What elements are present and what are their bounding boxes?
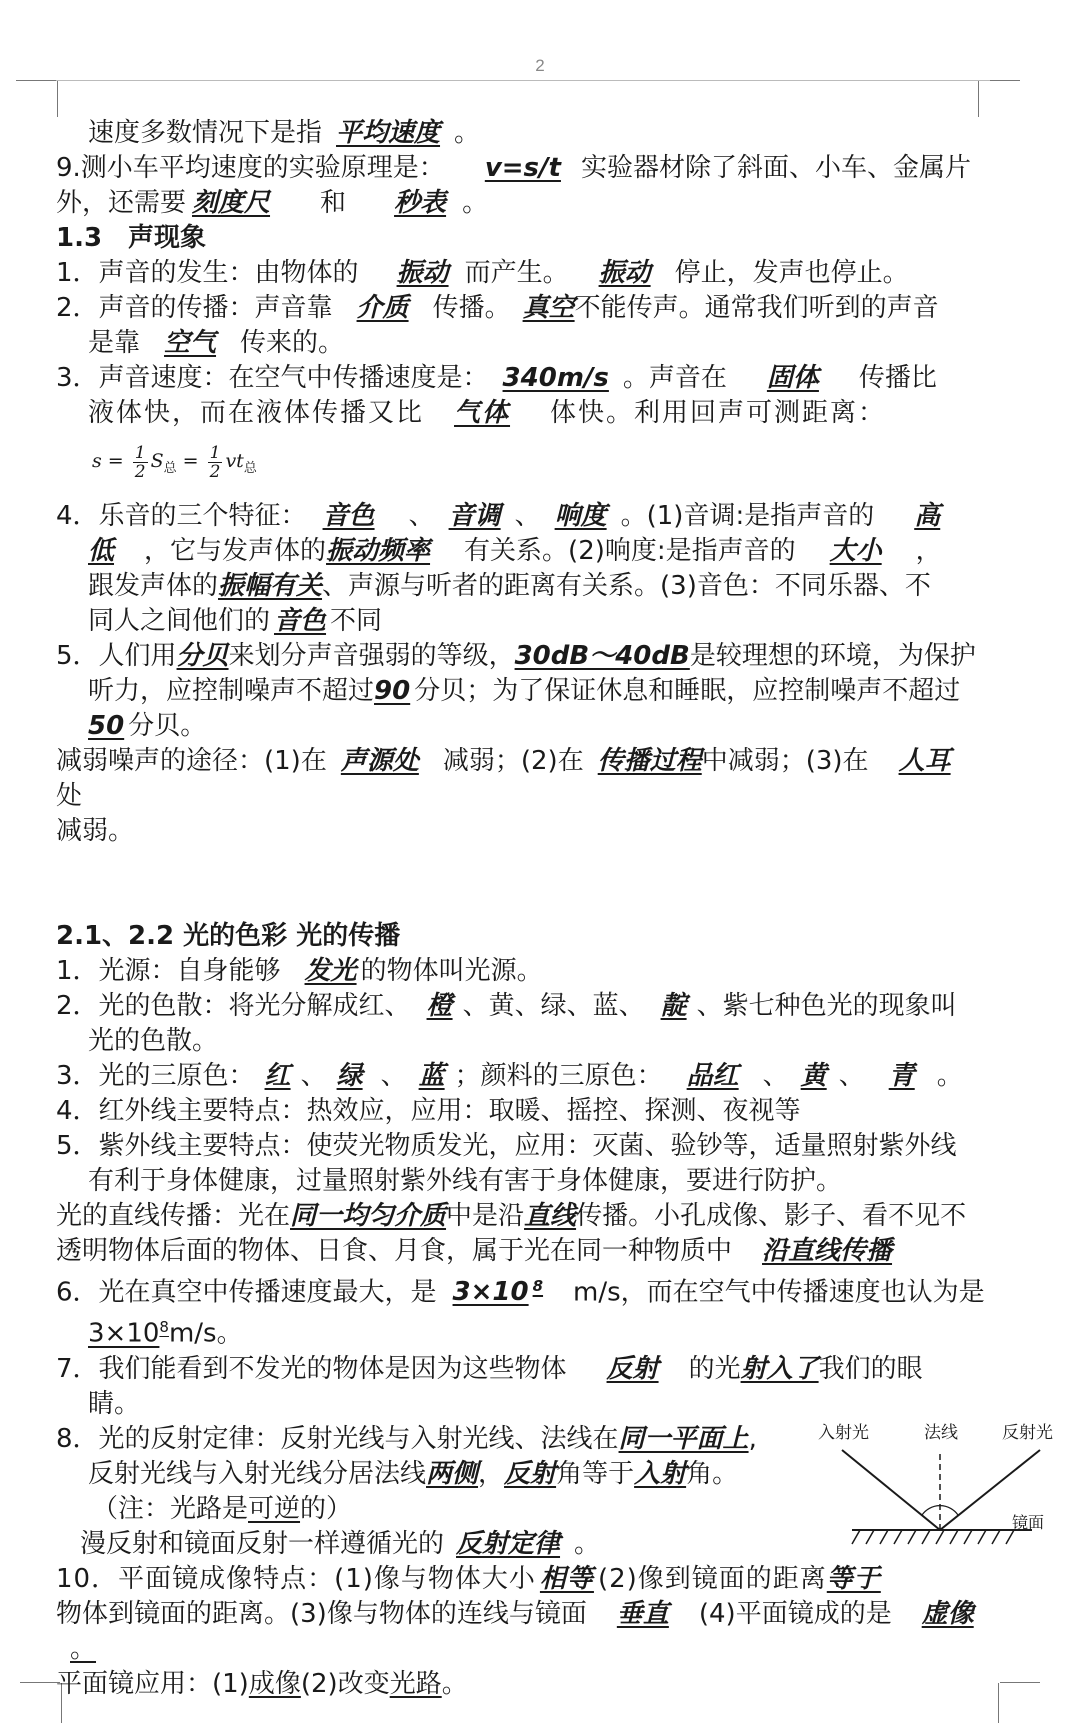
text-line: 平面镜应用：(1)成像(2)改变光路。: [56, 1669, 468, 1700]
text-line: 8．光的反射定律：反射光线与入射光线、法线在同一平面上,: [56, 1424, 757, 1455]
page-number: 2: [535, 56, 545, 75]
text-line: 光的直线传播：光在同一均匀介质中是沿直线传播。小孔成像、影子、看不见不: [56, 1200, 967, 1231]
text-line: （注：光路是可逆的）: [92, 1494, 353, 1525]
text-line: 漫反射和镜面反射一样遵循光的 反射定律 。: [80, 1529, 601, 1560]
text-line: 10．平面镜成像特点：(1)像与物体大小 相等 (2)像到镜面的距离等于: [56, 1564, 881, 1595]
text-line: 4．乐音的三个特征： 音色 、 音调 、 响度 。(1)音调:是指声音的 高: [56, 500, 941, 531]
text-line: 2．光的色散：将光分解成红、 橙 、黄、绿、蓝、 靛 、紫七种色光的现象叫: [56, 990, 957, 1021]
text-line: 减弱噪声的途径：(1)在 声源处 减弱；(2)在 传播过程中减弱；(3)在 人耳处: [56, 745, 951, 811]
text-line: 3．声音速度：在空气中传播速度是： 340m/s 。声音在 固体 传播比: [56, 363, 937, 393]
text-line: 速度多数情况下是指 平均速度 。: [88, 118, 481, 148]
text-line: 有利于身体健康，过量照射紫外线有害于身体健康，要进行防护。: [88, 1165, 843, 1196]
text-line: 。: [70, 1634, 97, 1665]
crop-mark-bottom-left: [20, 1682, 60, 1719]
text-line: 减弱。: [56, 815, 135, 846]
text-line: 液体快，而在液体传播又比 气体 体快。利用回声可测距离：: [88, 398, 887, 428]
reflection-diagram: [812, 1420, 1062, 1560]
incident-ray: [842, 1450, 940, 1530]
text-line: 低 ，它与发声体的振动频率 有关系。(2)响度:是指声音的 大小 ，: [88, 535, 942, 566]
normal-label: 法线: [924, 1423, 958, 1443]
text-line: 物体到镜面的距离。(3)像与物体的连线与镜面 垂直 (4)平面镜成的是 虚像: [56, 1599, 974, 1630]
text-line: 光的色散。: [88, 1025, 219, 1056]
text-line: 1．声音的发生：由物体的 振动 而产生。 振动 停止，发声也停止。: [56, 258, 909, 288]
mirror-hatching: [852, 1530, 1014, 1544]
incident-ray-label: 入射光: [818, 1423, 869, 1443]
text-line: 是靠 空气 传来的。: [88, 328, 345, 358]
mirror-label: 镜面: [1012, 1513, 1045, 1532]
crop-mark-top-right: [980, 80, 1020, 117]
text-line: 5．紫外线主要特点：使荧光物质发光，应用：灭菌、验钞等，适量照射紫外线: [56, 1130, 957, 1161]
section-heading: 2.1、2.2 光的色彩 光的传播: [56, 920, 401, 951]
text-line: 50 分贝。: [88, 710, 207, 741]
text-line: 7．我们能看到不发光的物体是因为这些物体 反射 的光射入了我们的眼: [56, 1354, 923, 1385]
reflected-ray-label: 反射光: [1002, 1423, 1053, 1443]
text-line: 透明物体后面的物体、日食、月食，属于光在同一种物质中 沿直线传播: [56, 1235, 893, 1266]
text-line: 睛。: [88, 1389, 141, 1420]
text-line: 9.测小车平均速度的实验原理是： v=s/t 实验器材除了斜面、小车、金属片: [56, 153, 971, 183]
echo-formula: s = $\frac{1}{2}$ $S_总$ = $\frac{1}{2}$ $vt_总$: [92, 442, 257, 482]
text-line: 跟发声体的振幅有关、声源与听者的距离有关系。(3)音色：不同乐器、不: [88, 570, 931, 601]
header-rule: [56, 80, 990, 81]
text-line: 2．声音的传播：声音靠 介质 传播。 真空不能传声。通常我们听到的声音: [56, 293, 939, 323]
text-line: 3．光的三原色： 红 、 绿 、 蓝 ；颜料的三原色： 品红 、 黄 、 青 。: [56, 1060, 963, 1091]
crop-mark-top-left: [16, 80, 56, 117]
text-line: 反射光线与入射光线分居法线两侧，反射角等于入射角。: [88, 1459, 739, 1490]
text-line: 外，还需要 刻度尺 和 秒表 。: [56, 188, 489, 218]
text-line: 5．人们用分贝来划分声音强弱的等级，30dB～40dB是较理想的环境，为保护: [56, 640, 976, 671]
text-line: 听力，应控制噪声不超过90 分贝；为了保证休息和睡眠，应控制噪声不超过: [88, 675, 961, 706]
text-line: 同人之间他们的 音色 不同: [88, 605, 383, 636]
text-line: 1．光源：自身能够 发光 的物体叫光源。: [56, 955, 543, 986]
text-line: 4．红外线主要特点：热效应，应用：取暖、摇控、探测、夜视等: [56, 1095, 801, 1126]
section-heading: 1.3 声现象: [56, 223, 207, 253]
text-line: $3\times 10^8m/s$。: [88, 1318, 243, 1350]
text-line: 6．光在真空中传播速度最大，是 3×10 $^8$ m/s，而在空气中传播速度也认为是: [56, 1276, 985, 1308]
crop-mark-bottom-right: [1000, 1682, 1040, 1719]
